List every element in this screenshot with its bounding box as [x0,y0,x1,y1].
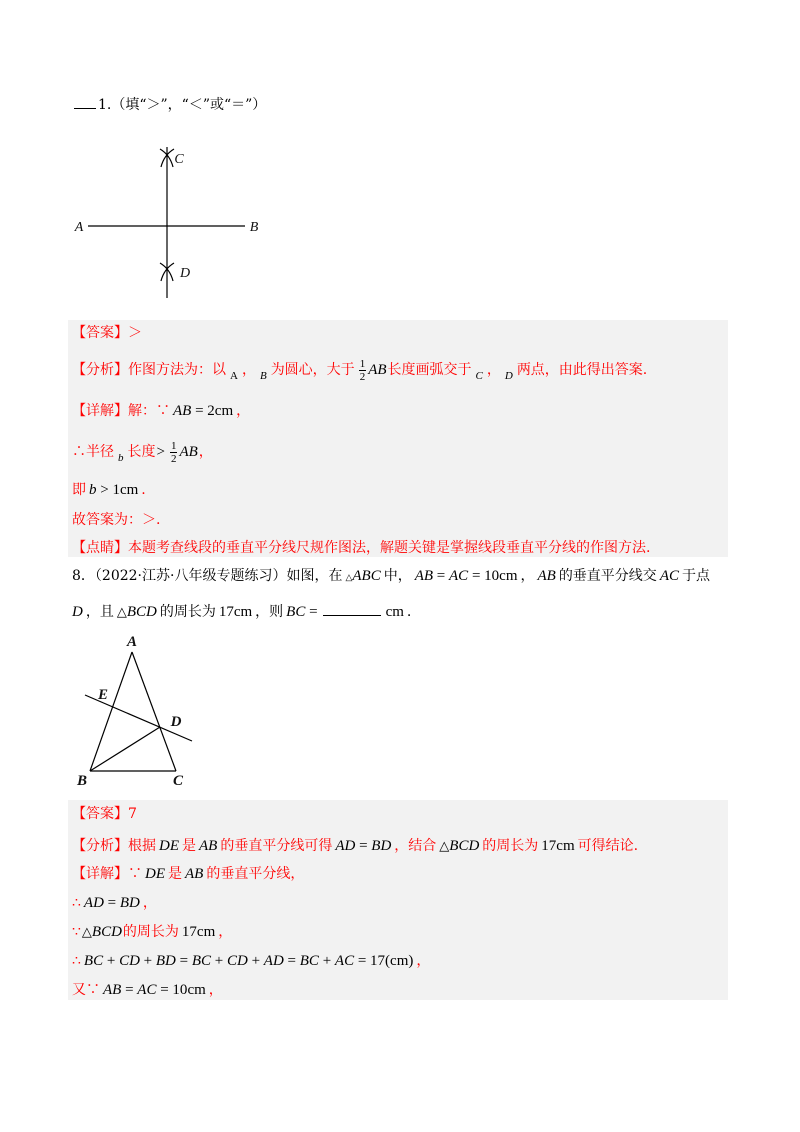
segment-ab [368,362,386,378]
detail-tag: 【详解】 [72,403,128,419]
question-text: 的周长为 [159,604,216,620]
analysis-7 [72,355,647,385]
analysis-text: 的垂直平分线可得 [220,838,333,854]
analysis-8 [72,834,638,858]
math-variable: BC [299,953,319,969]
detail-tag: 【详解】 [72,866,128,882]
answer-7 [72,321,142,345]
math-expression [159,838,179,854]
question-7-prompt [72,93,266,117]
math-variable: AB [185,866,204,882]
math-expression: AD = BD [83,895,140,911]
perpendicular-bisector-construction-figure [60,135,280,305]
analysis-text: 根据 [128,838,156,854]
detail-text: ， [142,895,157,911]
answer-blank [74,94,96,109]
math-variable: BCD [91,924,122,940]
math-variable: AB [414,568,434,584]
fraction-numerator: 1 [170,439,177,452]
math-expression: 17cm [541,838,575,854]
label-b: B [249,220,259,235]
detail-text: ∴ [72,953,81,969]
label-c: C [172,773,184,789]
detail-text: 即 [72,482,86,498]
question-text: 中， [383,568,412,584]
tip-tag: 【点睛】 [72,540,128,556]
question-text: ， [520,568,535,584]
math-expression [145,866,165,882]
fraction-half [170,440,178,465]
detail-8-line-4 [72,949,430,973]
detail-7-line-4 [72,508,160,532]
label-c: C [174,152,184,167]
math-expression: AB = AC = 10cm [414,568,518,584]
analysis-text: ，结合 [394,838,437,854]
segment-ab [179,444,197,460]
label-b: B [76,773,88,789]
math-variable: AB [173,403,192,419]
math-expression [72,604,83,620]
math-expression [439,838,479,854]
analysis-text: ， [241,362,256,378]
math-variable: BC [83,953,104,969]
detail-text: 故答案为：＞. [72,512,161,528]
label-a: A [126,634,138,650]
detail-text: ， [236,403,251,419]
fraction-denominator: 2 [170,452,177,465]
math-expression [199,838,217,854]
analysis-text: 长度画弧交于 [387,362,472,378]
math-expression: 17cm [218,604,253,620]
detail-text: 的垂直平分线， [206,866,305,882]
fraction-half [359,358,367,383]
tip-text: 本题考查线段的垂直平分线尺规作图法，解题关键是掌握线段垂直平分线的作图方法. [128,540,651,556]
math-variable: DE [159,838,179,854]
answer-value: ＞ [128,325,142,341]
math-variable: AC [449,568,469,584]
question-text: 于点 [681,568,710,584]
point-label: C [475,370,483,382]
label-e: E [97,687,109,703]
analysis-text: 是 [182,838,196,854]
radius-variable: b [118,452,124,464]
analysis-tag: 【分析】 [72,362,128,378]
question-text: ，且 [85,604,114,620]
side-ac [132,652,176,771]
question-8-line-2 [72,600,411,624]
question-source: （2022·江苏·八年级专题练习） [94,568,287,584]
math-variable: AD [263,953,284,969]
detail-text: 是 [168,866,182,882]
detail-7-line-3 [72,478,146,502]
math-variable: BD [371,838,392,854]
math-expression: AB = AC = 10cm [103,982,206,998]
detail-text: 解：∵ [128,403,170,419]
math-expression: 17cm [181,924,216,940]
label-d: D [179,266,191,281]
math-variable: b [89,482,97,498]
answer-blank [323,601,381,616]
label-d: D [170,714,182,730]
point-label: A [230,370,238,382]
answer-tag: 【答案】 [72,806,128,822]
fraction-numerator: 1 [359,357,366,370]
math-variable: AC [137,982,157,998]
math-variable: AC [659,568,679,584]
math-variable: AB [179,444,198,460]
detail-text: ， [218,924,233,940]
point-label: D [504,370,513,382]
detail-8-line-3 [72,920,232,944]
analysis-text: 为圆心，大于 [270,362,355,378]
question-text: . [406,604,412,620]
math-variable: DE [145,866,165,882]
detail-text: 又∵ [72,982,100,998]
math-variable: D [72,604,83,620]
analysis-text: ， [486,362,501,378]
math-expression [660,568,679,584]
math-variable: AD [83,895,104,911]
detail-text: ， [208,982,223,998]
detail-text: ， [198,444,213,460]
detail-7-line-2 [72,437,213,467]
math-variable: AD [335,838,356,854]
detail-8-line-5 [72,978,223,1002]
fraction-denominator: 2 [359,370,366,383]
math-variable: BD [119,895,140,911]
greater-than-operator: > [156,444,165,460]
question-text: ，则 [255,604,284,620]
math-variable: BC [286,604,306,620]
detail-text: ∵ [72,924,81,940]
tip-7 [72,536,650,560]
math-expression [185,866,203,882]
math-variable: AB [199,838,218,854]
detail-text: . [141,482,146,498]
math-variable: AC [334,953,355,969]
math-variable: BD [155,953,176,969]
math-variable: CD [226,953,248,969]
analysis-text: 可得结论. [577,838,639,854]
math-variable: AB [103,982,122,998]
triangle-symbol: △ [81,924,92,939]
math-expression [345,568,380,584]
math-variable: BCD [126,604,157,620]
question-text: 的垂直平分线交 [558,568,657,584]
math-expression [537,568,555,584]
math-variable: ABC [352,568,381,584]
question-8-line-1 [72,564,710,588]
segment-bd [90,727,160,771]
math-expression: BC = [286,604,318,620]
detail-text: 的周长为 [122,924,179,940]
side-ab [90,652,132,771]
prompt-text: 1.（填“＞”，“＜”或“＝”） [98,97,267,113]
math-expression: BC + CD + BD = BC + CD + AD = BC + AC = 17(cm) [83,953,414,969]
analysis-text: 作图方法为：以 [128,362,226,378]
point-label: B [259,370,267,382]
detail-text: ， [416,953,431,969]
detail-7-line-1 [72,399,250,423]
math-variable: CD [119,953,140,969]
question-number: 8． [72,568,95,584]
detail-text: ∴ [72,895,81,911]
detail-text: ∵ [128,866,142,882]
unit: cm [385,604,404,620]
triangle-symbol: △ [439,838,450,853]
detail-text: ∴半径 [72,444,114,460]
answer-value: 7 [128,806,137,822]
answer-tag: 【答案】 [72,325,128,341]
answer-8 [72,802,137,826]
triangle-symbol: △ [345,572,353,582]
analysis-tag: 【分析】 [72,838,128,854]
detail-8-line-2 [72,891,157,915]
math-expression: AD = BD [335,838,392,854]
math-expression: AB = 2cm [173,403,234,419]
math-variable: AB [537,568,556,584]
math-variable: BC [191,953,212,969]
triangle-abc-figure [60,625,210,795]
math-expression [117,604,157,620]
detail-8-line-1 [72,862,304,886]
math-variable: BCD [449,838,480,854]
question-text: 如图，在 [286,568,343,584]
analysis-text: 的周长为 [482,838,539,854]
math-expression [82,924,122,940]
triangle-symbol: △ [116,604,127,619]
math-expression: b > 1cm [89,482,139,498]
analysis-text: 两点，由此得出答案. [516,362,648,378]
math-variable: AB [368,362,387,378]
detail-text: 长度 [127,444,156,460]
label-a: A [74,220,84,235]
